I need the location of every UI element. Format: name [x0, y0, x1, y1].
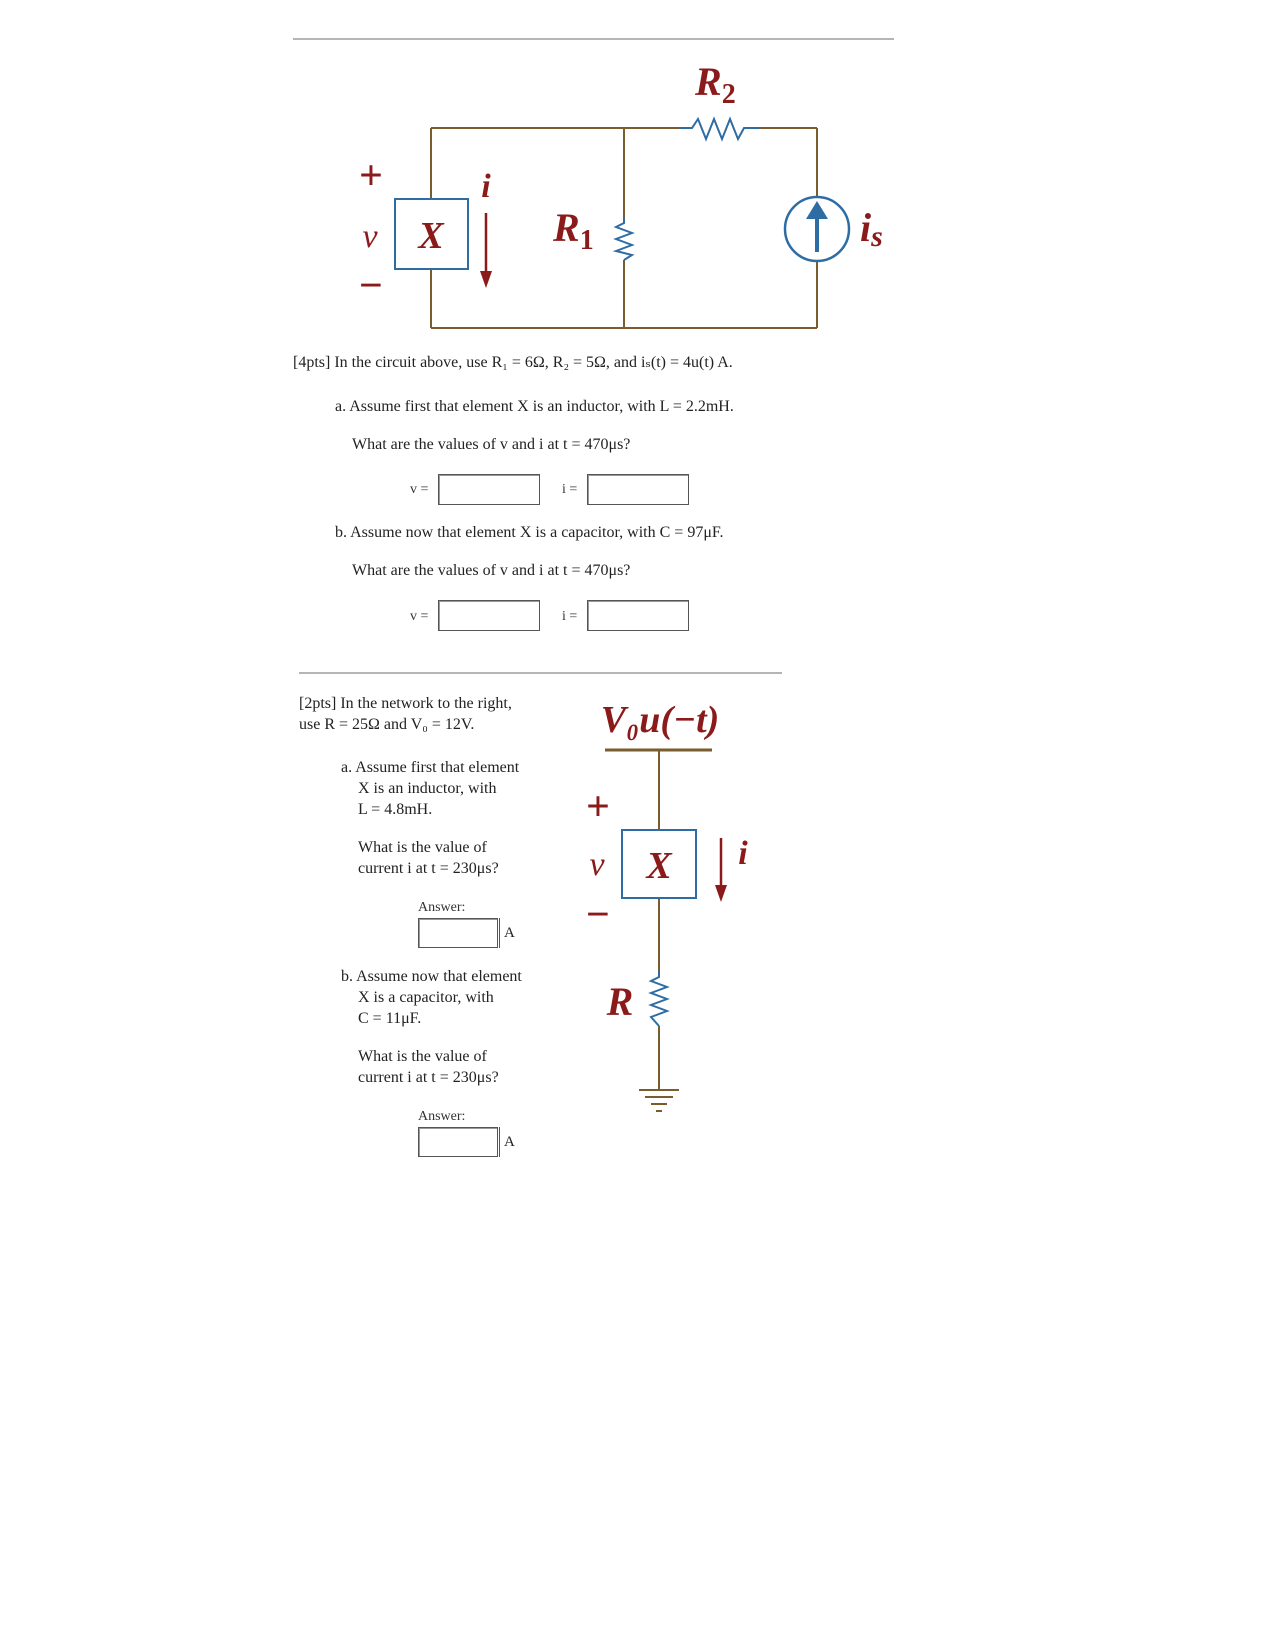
problem2-part-a-question2: current i at t = 230μs?: [358, 860, 499, 877]
r2-resistor: [680, 119, 760, 139]
problem2-part-a-answer-input[interactable]: [418, 918, 498, 948]
voltage-v2-label: v: [589, 846, 605, 883]
top-divider: [293, 38, 894, 40]
problem2-part-a-answer-label: Answer:: [418, 900, 466, 915]
problem2-part-b-answer-input[interactable]: [418, 1127, 498, 1157]
problem2-part-a-line1: a. Assume first that element: [341, 759, 520, 776]
is-label: is: [860, 205, 883, 253]
minus-sign-2: −: [586, 892, 610, 938]
r2-label: $R_2$: [695, 59, 736, 110]
problem2-part-b-question1: What is the value of: [358, 1048, 487, 1065]
r-resistor: [651, 972, 667, 1026]
circuit-2-diagram: [570, 690, 770, 1130]
r-label: R: [606, 979, 634, 1024]
problem1-intro: [4pts] In the circuit above, use R₁ = 6Ω, R₂ = 5Ω, and iₛ(t) = 4u(t) A.: [293, 354, 733, 371]
element-x-label: X: [418, 215, 444, 257]
problem2-intro-line2: use R = 25Ω and V₀ = 12V.: [299, 716, 475, 733]
problem2-part-b-question2: current i at t = 230μs?: [358, 1069, 499, 1086]
plus-sign: +: [359, 153, 383, 199]
problem2-part-b-unit: A: [499, 1127, 515, 1157]
problem2-part-a-question1: What is the value of: [358, 839, 487, 856]
problem2-part-a-line2: X is an inductor, with: [358, 780, 497, 797]
part-a-i-label: i =: [562, 482, 578, 497]
r1-label: $R_1$: [553, 205, 594, 256]
problem2-part-a-line3: L = 4.8mH.: [358, 801, 433, 818]
problem2-part-a-unit: A: [499, 918, 515, 948]
problem2-part-b-line1: b. Assume now that element: [341, 968, 522, 985]
problem1-part-a-question: What are the values of v and i at t = 470μs?: [352, 436, 631, 453]
part-b-i-input[interactable]: [587, 600, 689, 631]
voltage-v-label: v: [362, 218, 378, 255]
problem1-part-b-statement: b. Assume now that element X is a capacitor, with C = 97μF.: [335, 524, 724, 541]
part-a-v-input[interactable]: [438, 474, 540, 505]
problem2-part-b-answer-label: Answer:: [418, 1109, 466, 1124]
element-x2-label: X: [646, 845, 672, 887]
minus-sign: −: [359, 263, 383, 309]
problem1-part-a-statement: a. Assume first that element X is an inductor, with L = 2.2mH.: [335, 398, 734, 415]
part-a-v-label: v =: [410, 482, 429, 497]
r1-resistor: [616, 218, 632, 260]
circuit-1-diagram: [340, 55, 910, 345]
current-i2-label: i: [738, 835, 748, 872]
source-label: V₀u(−t): [600, 699, 720, 741]
ground-symbol: [639, 1090, 679, 1111]
plus-sign-2: +: [586, 784, 610, 830]
current-i-label: i: [481, 168, 491, 205]
problem2-intro-line1: [2pts] In the network to the right,: [299, 695, 512, 712]
middle-divider: [299, 672, 782, 674]
part-b-v-label: v =: [410, 609, 429, 624]
part-a-i-input[interactable]: [587, 474, 689, 505]
part-b-i-label: i =: [562, 609, 578, 624]
problem2-part-b-line3: C = 11μF.: [358, 1010, 422, 1027]
problem1-part-b-question: What are the values of v and i at t = 470μs?: [352, 562, 631, 579]
part-b-v-input[interactable]: [438, 600, 540, 631]
problem2-part-b-line2: X is a capacitor, with: [358, 989, 494, 1006]
